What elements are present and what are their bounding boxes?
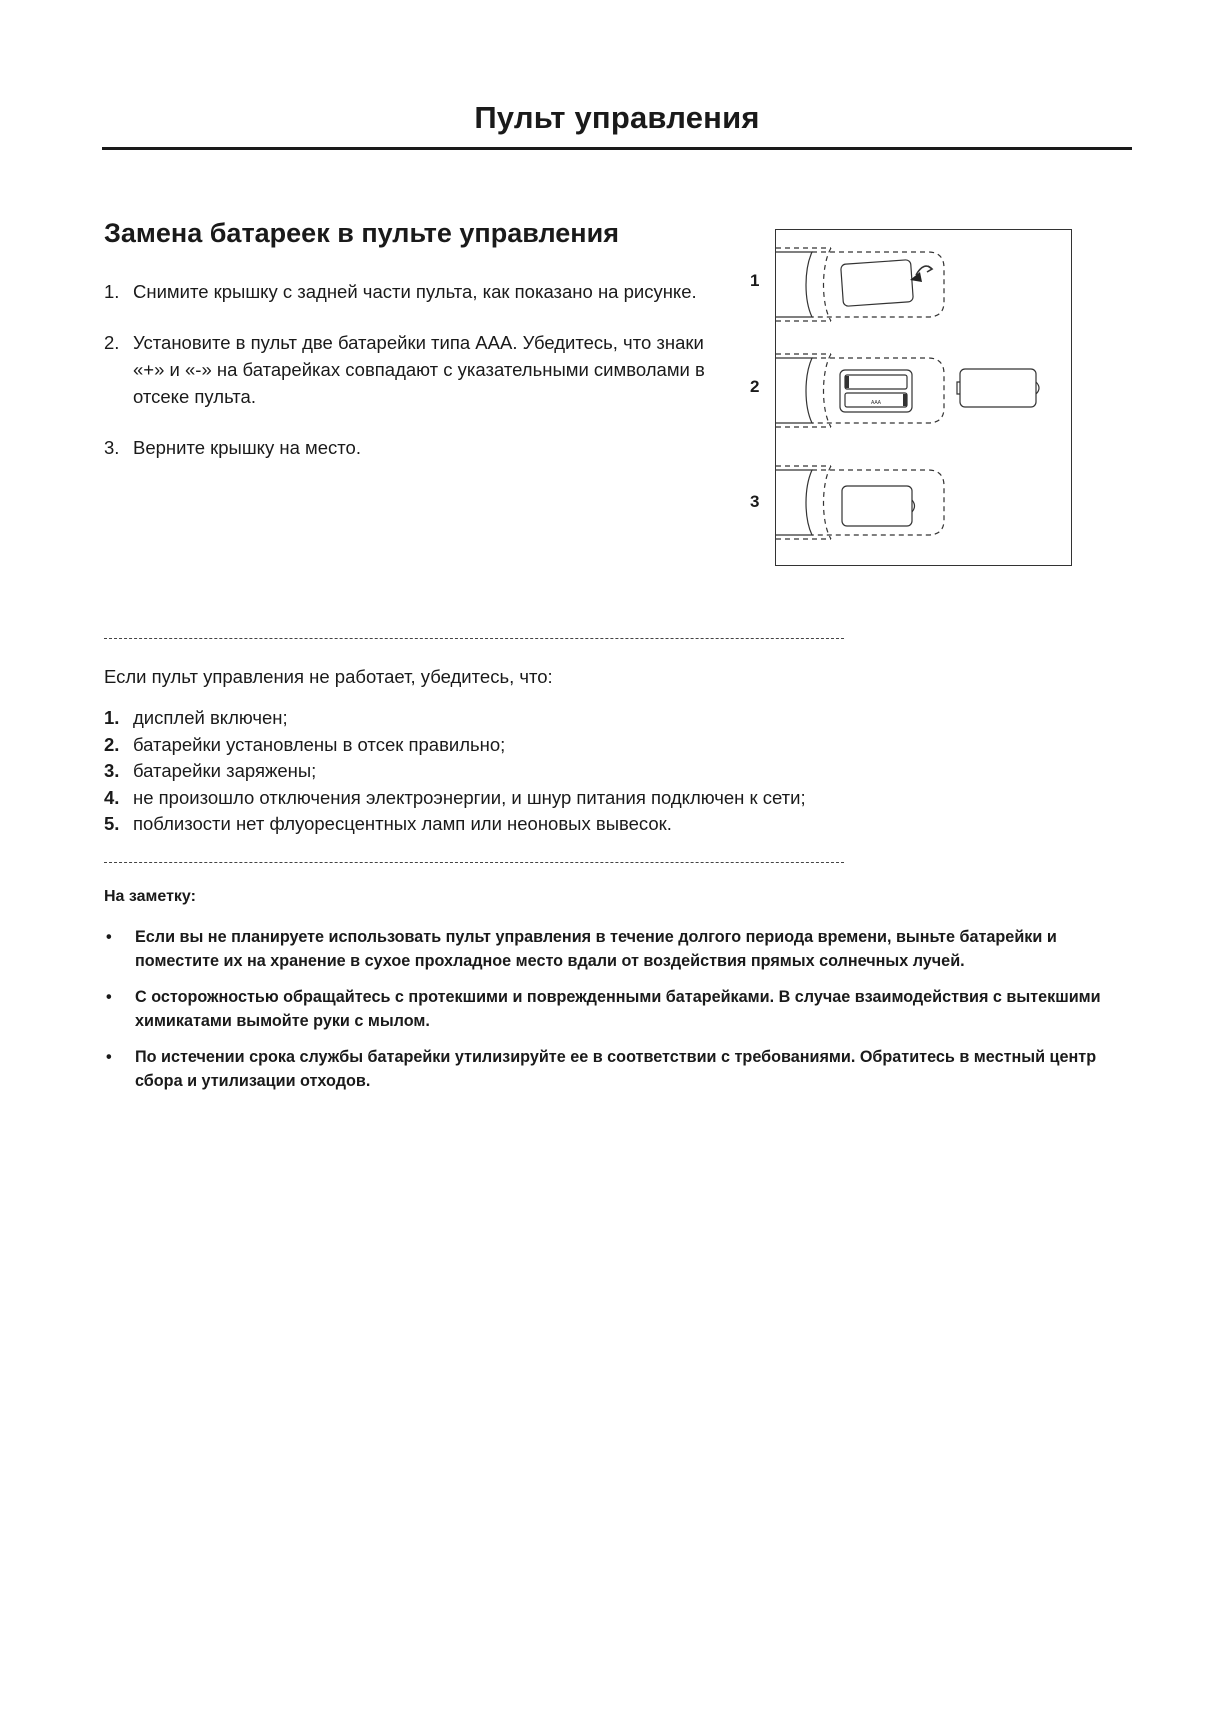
note-item <box>104 985 1124 1033</box>
remote-back-illustration <box>776 230 1073 567</box>
check-item <box>104 705 806 732</box>
step-item <box>104 329 724 410</box>
step-number: 2. <box>104 332 120 353</box>
bullet-icon: • <box>106 928 112 946</box>
troubleshooting-list <box>104 705 806 838</box>
check-item <box>104 785 806 812</box>
battery-replacement-figure <box>750 229 1072 566</box>
battery-label: AAA <box>870 400 882 406</box>
bullet-icon: • <box>106 988 112 1006</box>
note-label: На заметку: <box>104 888 196 905</box>
page-title: Пульт управления <box>474 100 760 135</box>
check-text: батарейки установлены в отсек правильно; <box>133 733 506 755</box>
check-text: не произошло отключения электроэнергии, и шнур питания подключен к сети; <box>133 786 806 808</box>
figure-label-2: 2 <box>750 377 760 396</box>
step-number: 1. <box>104 281 120 302</box>
check-number: 4. <box>104 786 120 808</box>
step-text: Установите в пульт две батарейки типа ААА. Убедитесь, что знаки «+» и «-» на батарейках совпадают с указательными символами в отсеке пульта. <box>133 332 705 407</box>
check-item <box>104 811 806 838</box>
check-number: 1. <box>104 707 120 728</box>
note-item <box>104 1045 1124 1093</box>
note-text: По истечении срока службы батарейки утилизируйте ее в соответствии с требованиями. Обратитесь в местный центр сбора и утилизации отходов. <box>135 1048 1097 1090</box>
check-number: 3. <box>104 760 120 781</box>
title-rule <box>102 147 1132 150</box>
step-text: Верните крышку на место. <box>133 437 361 458</box>
dashed-divider <box>104 638 844 639</box>
check-text: дисплей включен; <box>133 707 288 728</box>
step-item <box>104 278 724 305</box>
note-text: С осторожностью обращайтесь с протекшими и поврежденными батарейками. В случае взаимодействия с вытекшими химикатами вымойте руки с мылом. <box>135 988 1101 1030</box>
note-item <box>104 925 1124 973</box>
bullet-icon: • <box>106 1048 112 1066</box>
section-heading: Замена батареек в пульте управления <box>104 218 619 248</box>
step-text: Снимите крышку с задней части пульта, как показано на рисунке. <box>133 281 697 302</box>
check-number: 5. <box>104 813 120 834</box>
step-number: 3. <box>104 437 120 458</box>
check-text: батарейки заряжены; <box>133 760 317 781</box>
figure-label-3: 3 <box>750 492 760 511</box>
check-item <box>104 758 806 785</box>
troubleshooting-intro: Если пульт управления не работает, убедитесь, что: <box>104 666 553 687</box>
notes-list <box>104 925 1124 1093</box>
check-number: 2. <box>104 733 120 755</box>
step-item <box>104 434 724 461</box>
note-text: Если вы не планируете использовать пульт управления в течение долгого периода времени, выньте батарейки и поместите их на хранение в сухое прохладное место вдали от воздействия прямых солнечных лучей. <box>135 928 1057 970</box>
check-text: поблизости нет флуоресцентных ламп или неоновых вывесок. <box>133 813 672 834</box>
steps-list <box>104 278 724 461</box>
check-item <box>104 732 806 759</box>
figure-label-1: 1 <box>750 271 760 290</box>
dashed-divider <box>104 862 844 863</box>
